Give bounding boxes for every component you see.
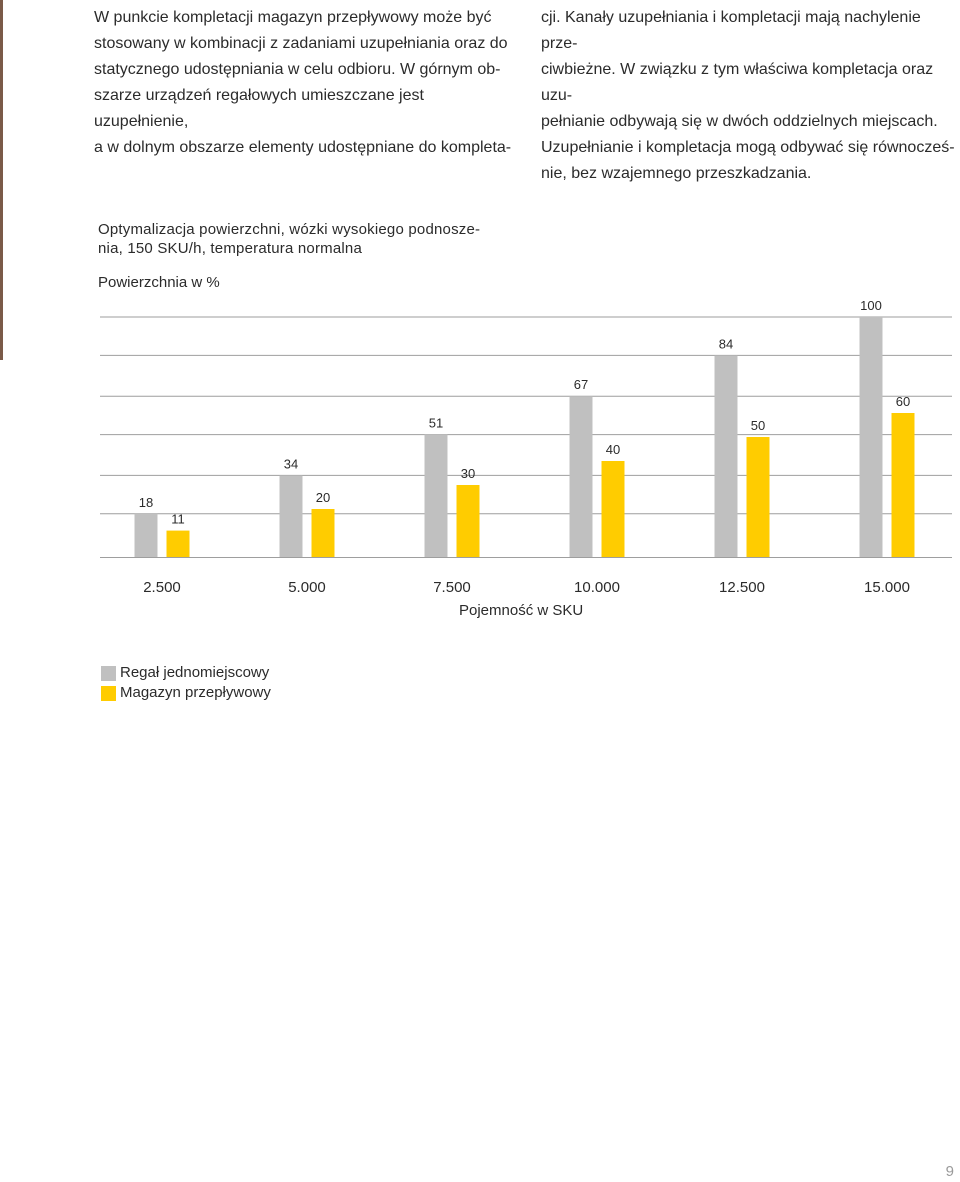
bar-magazyn — [167, 531, 190, 557]
data-label: 18 — [138, 494, 154, 510]
text-line: stosowany w kombinacji z zadaniami uzupełniania oraz do — [94, 35, 508, 52]
bar-regal — [135, 514, 158, 557]
bar-regal — [425, 435, 448, 557]
text-line: statycznego udostępniania w celu odbioru. W górnym ob- — [94, 61, 501, 78]
bar-magazyn — [747, 437, 770, 557]
x-tick-label: 15.000 — [864, 579, 910, 596]
x-tick-label: 10.000 — [574, 579, 620, 596]
legend-label: Regał jednomiejscowy — [120, 664, 270, 681]
page-number: 9 — [945, 1163, 954, 1180]
data-label: 50 — [750, 418, 766, 433]
data-label: 11 — [171, 511, 185, 527]
text-line: a w dolnym obszarze elementy udostępniane do kompleta- — [94, 139, 512, 156]
bar-magazyn — [602, 461, 625, 557]
text-line: pełnianie odbywają się w dwóch oddzielnych miejscach. — [541, 113, 938, 130]
y-axis-label: Powierzchnia w % — [98, 274, 220, 291]
bar-magazyn — [457, 485, 480, 557]
legend-item — [101, 663, 271, 683]
x-tick-label: 12.500 — [719, 579, 765, 596]
data-label: 51 — [428, 415, 444, 431]
text-line: W punkcie kompletacji magazyn przepływowy może być — [94, 9, 492, 26]
x-tick-label: 5.000 — [288, 579, 326, 596]
text-line: ciwbieżne. W związku z tym właściwa kompletacja oraz uzu- — [541, 61, 934, 104]
x-axis-label: Pojemność w SKU — [459, 602, 584, 619]
text-line: Uzupełnianie i kompletacja mogą odbywać się równocześ- — [541, 139, 955, 156]
legend-swatch-yellow — [101, 686, 116, 701]
data-label: 34 — [283, 456, 299, 472]
text-line: cji. Kanały uzupełniania i kompletacji mają nachylenie prze- — [541, 9, 921, 52]
text-line: nie, bez wzajemnego przeszkadzania. — [541, 165, 812, 182]
data-label: 84 — [718, 336, 734, 352]
chart-title-line: Optymalizacja powierzchni, wózki wysokiego podnosze- — [98, 221, 481, 238]
bar-regal — [715, 355, 738, 557]
data-label: 100 — [860, 298, 882, 313]
bar-magazyn — [892, 413, 915, 557]
bar-magazyn — [312, 509, 335, 557]
bar-regal — [860, 317, 883, 557]
bar-regal — [570, 396, 593, 557]
x-tick-label: 7.500 — [433, 579, 471, 596]
legend-swatch-grey — [101, 666, 116, 681]
text-line: szarze urządzeń regałowych umieszczane jest uzupełnienie, — [94, 87, 424, 130]
data-label: 40 — [605, 442, 621, 457]
legend-label: Magazyn przepływowy — [120, 684, 271, 701]
data-label: 60 — [895, 394, 911, 409]
legend-item — [101, 683, 271, 703]
x-tick-label: 2.500 — [143, 579, 181, 596]
data-label: 30 — [460, 466, 476, 481]
data-label: 20 — [315, 490, 331, 505]
data-label: 67 — [573, 377, 589, 393]
legend — [101, 663, 271, 703]
bar-regal — [280, 475, 303, 557]
chart-title-line: nia, 150 SKU/h, temperatura normalna — [98, 240, 363, 257]
